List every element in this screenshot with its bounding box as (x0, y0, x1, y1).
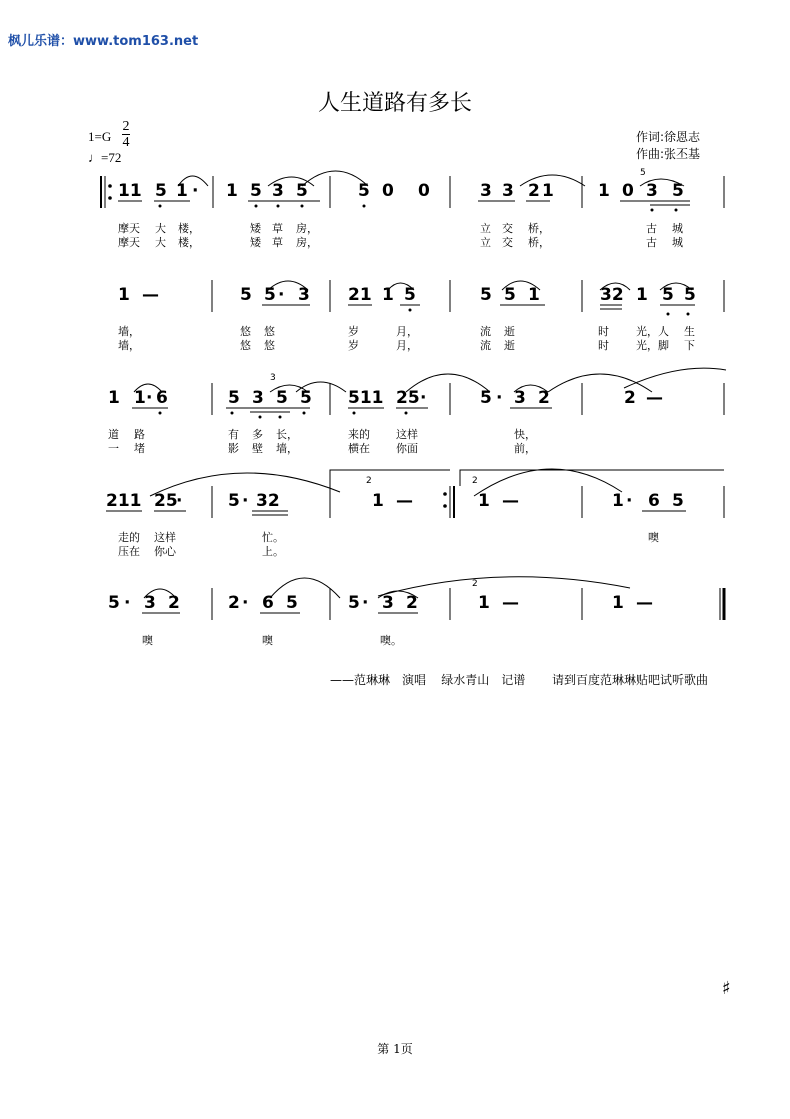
lyric: 房， (296, 222, 318, 235)
lyric: 悠 (240, 339, 251, 352)
note: 6 (156, 388, 168, 408)
note: 1 (612, 593, 624, 613)
grace-note: 2 (366, 476, 372, 486)
note: 5 (672, 181, 684, 201)
note: 5 (504, 285, 516, 305)
lyric: 噢。 (380, 634, 402, 647)
note: 1 (108, 388, 120, 408)
note: 21 (348, 285, 372, 305)
lyric: 交 (502, 222, 513, 235)
singer-credit: ——范琳琳 演唱 (330, 673, 427, 687)
lyric: 你心 (154, 545, 176, 558)
note: 5 (108, 593, 120, 613)
note: 25 (154, 491, 178, 511)
lyric: 流 (480, 339, 491, 352)
lyric: 这样 (396, 428, 418, 441)
lyric: 古 (646, 236, 657, 249)
note: 1 (372, 491, 384, 511)
lyric: 流 (480, 325, 491, 338)
time-signature-bottom: 4 (122, 135, 130, 150)
note: 2 (528, 181, 540, 201)
lyric: 立 (480, 222, 491, 235)
note: 2 (228, 593, 240, 613)
note: 1 (134, 388, 146, 408)
lyric: 快， (514, 428, 536, 441)
lyric: 草 (272, 222, 283, 235)
site-watermark: 枫儿乐谱：www.tom163.net (8, 34, 199, 49)
lyric: 岁 (348, 325, 359, 338)
lyric: 大 (155, 236, 166, 249)
note: 3 (502, 181, 514, 201)
lyric: 城 (672, 222, 683, 235)
transcriber-credit: 绿水青山 记谱 (441, 673, 526, 687)
note: 5 (404, 285, 416, 305)
note: 3 (144, 593, 156, 613)
note-dot: · (420, 388, 427, 408)
note-dash: — (396, 491, 413, 511)
grace-note: 2 (472, 476, 478, 486)
note: 5 (348, 593, 360, 613)
note: 511 (348, 388, 384, 408)
lyric: 道 (108, 428, 119, 441)
note: 0 (418, 181, 430, 201)
note: 5 (684, 285, 696, 305)
note: 11 (118, 181, 142, 201)
lyric: 逝 (504, 339, 515, 352)
note: 1 (598, 181, 610, 201)
lyric: 有 (228, 428, 239, 441)
volta-bracket-2 (460, 470, 724, 486)
lyric: 来的 (348, 428, 370, 441)
note: 1 (528, 285, 540, 305)
note: 1 (382, 285, 394, 305)
note: 32 (600, 285, 624, 305)
performance-credits (330, 671, 708, 688)
lyric: 悠 (264, 325, 275, 338)
lyric: 忙。 (262, 531, 284, 544)
slur (474, 469, 622, 496)
note-dot: · (626, 491, 633, 511)
lyric: 楼， (178, 222, 200, 235)
note: 2 (168, 593, 180, 613)
note: 1 (226, 181, 238, 201)
note: 1 (636, 285, 648, 305)
lyric: 摩天 (118, 222, 140, 235)
page-number: 第 1页 (377, 1042, 413, 1056)
lyric: 时 (598, 339, 609, 352)
lyric: 逝 (504, 325, 515, 338)
lyric: 月， (396, 339, 418, 352)
note: 2 (624, 388, 636, 408)
note-dot: · (146, 388, 153, 408)
note: 5 (300, 388, 312, 408)
composer-credit: 作曲:张丕基 (635, 147, 700, 161)
note: 5 (286, 593, 298, 613)
note: 1 (478, 491, 490, 511)
lyric: 墙， (118, 339, 140, 352)
lyric: 时 (598, 325, 609, 338)
lyric: 光，人 (636, 325, 669, 338)
key-signature: 1=G (88, 129, 112, 144)
note: 2 (538, 388, 550, 408)
note: 2 (406, 593, 418, 613)
note-dot: · (242, 593, 249, 613)
lyric: 多 (252, 428, 263, 441)
grace-note: 2 (472, 579, 478, 589)
note: 6 (648, 491, 660, 511)
note: 3 (514, 388, 526, 408)
note: 3 (272, 181, 284, 201)
note-dash: — (502, 491, 519, 511)
lyric: 悠 (240, 325, 251, 338)
sharp-icon: ♯ (722, 978, 731, 999)
note: 0 (382, 181, 394, 201)
note-dash: — (646, 388, 663, 408)
note-dot: · (242, 491, 249, 511)
time-signature-top: 2 (122, 119, 130, 134)
lyric: 一 (108, 442, 119, 455)
lyric: 立 (480, 236, 491, 249)
note: 211 (106, 491, 142, 511)
note: 5 (155, 181, 167, 201)
lyric: 墙， (276, 442, 298, 455)
note: 3 (382, 593, 394, 613)
lyric: 噢 (648, 531, 659, 544)
grace-note: 5 (640, 168, 646, 178)
lyric: 桥， (528, 222, 550, 235)
note: 5 (228, 388, 240, 408)
lyric: 摩天 (118, 236, 140, 249)
lyric: 路 (134, 428, 145, 441)
note: 3 (646, 181, 658, 201)
note: 1 (478, 593, 490, 613)
note: 3 (480, 181, 492, 201)
note-dot: · (176, 491, 183, 511)
lyric: 草 (272, 236, 283, 249)
lyric: 壁 (252, 442, 263, 455)
lyric: 这样 (154, 531, 176, 544)
note-dash: — (502, 593, 519, 613)
note: 0 (622, 181, 634, 201)
note: 5 (358, 181, 370, 201)
lyric: 楼， (178, 236, 200, 249)
lyric: 上。 (262, 545, 284, 558)
lyric: 古 (646, 222, 657, 235)
lyric: 长， (276, 428, 298, 441)
note: 5 (480, 285, 492, 305)
listen-note: 请到百度范琳琳贴吧试听歌曲 (552, 673, 709, 687)
note: 5 (672, 491, 684, 511)
quarter-note-icon: ♩ (88, 150, 101, 165)
note-dot: · (124, 593, 131, 613)
lyric: 前， (514, 442, 536, 455)
lyric: 影 (228, 442, 239, 455)
lyric: 矮 (250, 222, 261, 235)
lyric: 光，脚 (636, 339, 669, 352)
lyric: 城 (672, 236, 683, 249)
grace-note: 3 (270, 373, 276, 383)
lyric: 房， (296, 236, 318, 249)
lyric: 下 (684, 339, 695, 352)
lyric: 横在 (348, 442, 370, 455)
note: 5 (296, 181, 308, 201)
note-dot: · (278, 285, 285, 305)
lyric: 月， (396, 325, 418, 338)
note: 5 (276, 388, 288, 408)
note: 25 (396, 388, 420, 408)
note-dash: — (142, 285, 159, 305)
note: 1 (176, 181, 188, 201)
lyric: 交 (502, 236, 513, 249)
lyric: 生 (684, 325, 695, 338)
note-dot: · (362, 593, 369, 613)
lyric: 噢 (262, 634, 273, 647)
lyric: 岁 (348, 339, 359, 352)
note: 5 (480, 388, 492, 408)
slur (624, 368, 726, 388)
note: 5 (228, 491, 240, 511)
lyric: 走的 (118, 531, 140, 544)
note-dot: · (192, 181, 199, 201)
page-title: 人生道路有多长 (317, 91, 472, 116)
tempo-value: =72 (101, 150, 122, 165)
volta-bracket-1 (330, 470, 450, 486)
lyric: 矮 (250, 236, 261, 249)
lyricist-credit: 作词:徐恩志 (635, 130, 700, 144)
note: 5 (240, 285, 252, 305)
lyric: 压在 (118, 545, 140, 558)
note: 1 (542, 181, 554, 201)
note: 3 (298, 285, 310, 305)
lyric: 桥， (528, 236, 550, 249)
lyric: 堵 (134, 442, 145, 455)
note: 3 (252, 388, 264, 408)
lyric: 噢 (142, 634, 153, 647)
lyric: 悠 (264, 339, 275, 352)
note: 5 (250, 181, 262, 201)
lyric: 你面 (396, 442, 418, 455)
note-dot: · (496, 388, 503, 408)
note-dash: — (636, 593, 653, 613)
note: 32 (256, 491, 280, 511)
lyric: 大 (155, 222, 166, 235)
note: 5 (264, 285, 276, 305)
note: 5 (662, 285, 674, 305)
note: 1 (612, 491, 624, 511)
lyric: 墙， (118, 325, 140, 338)
note: 6 (262, 593, 274, 613)
note: 1 (118, 285, 130, 305)
